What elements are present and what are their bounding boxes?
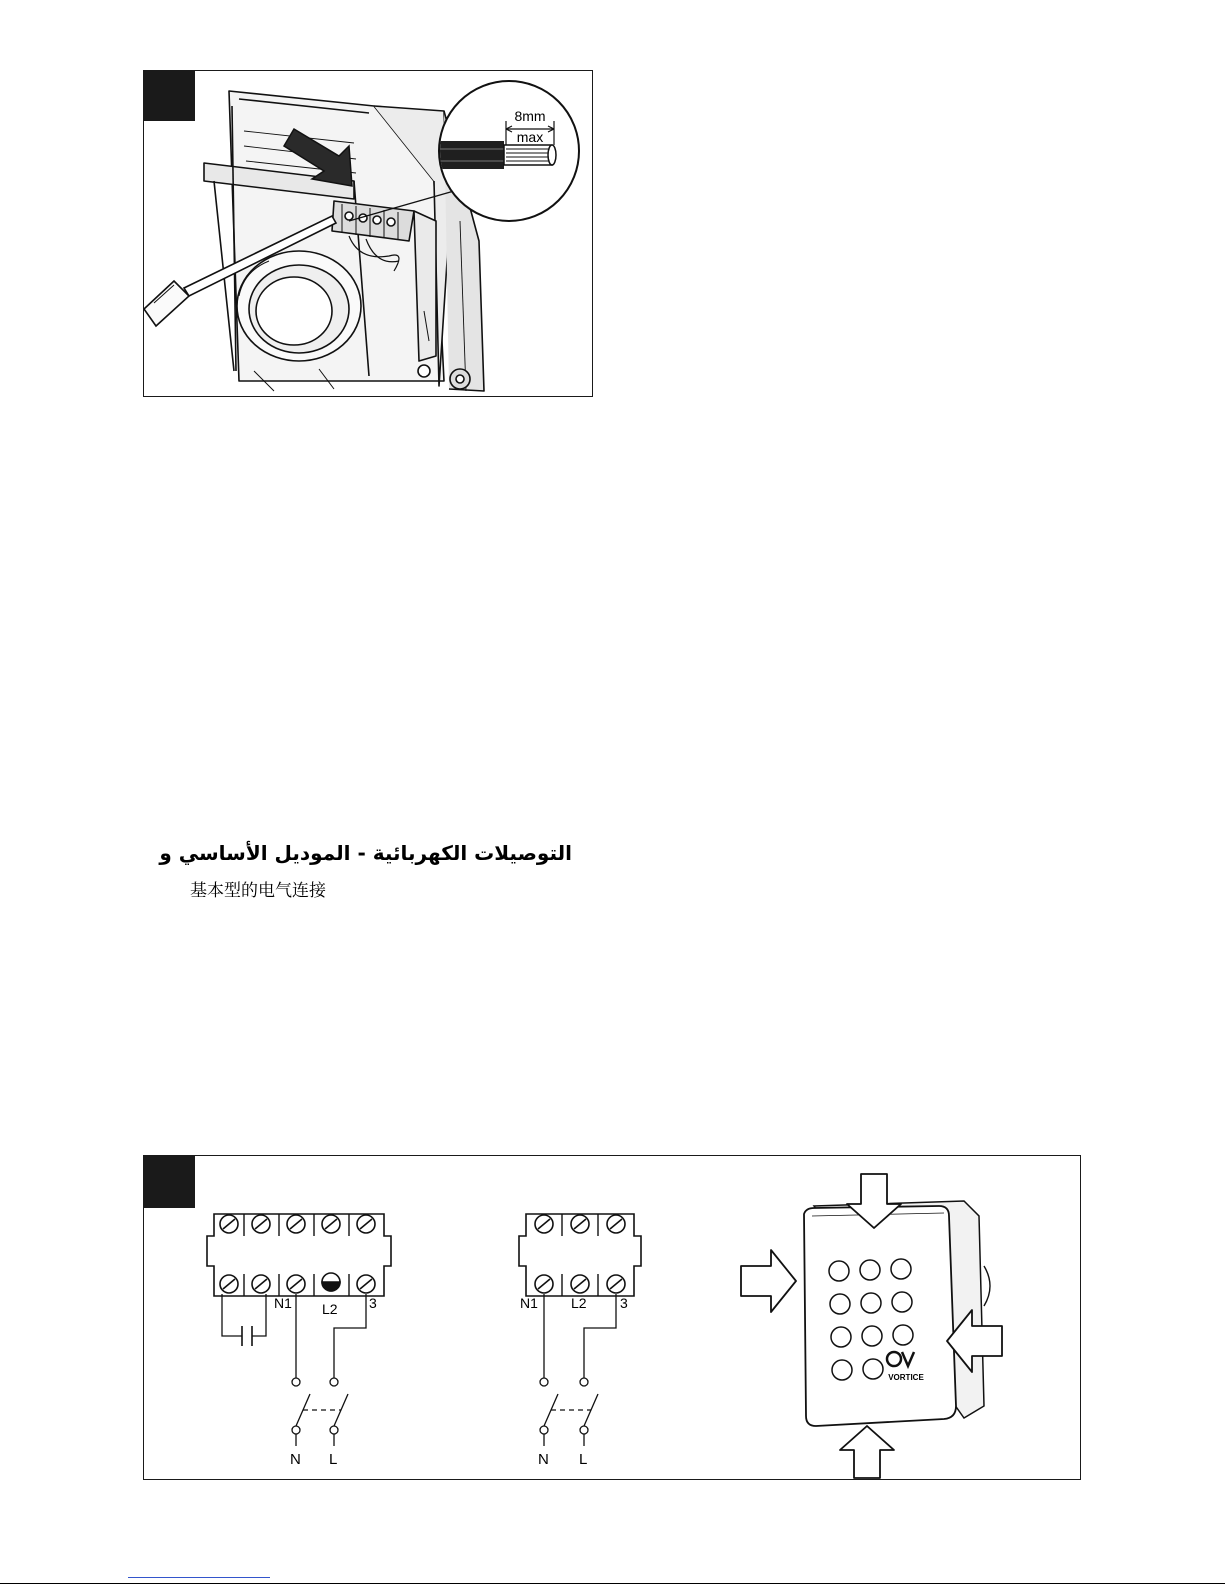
footer-rule [0,1583,1225,1584]
diagram-three-terminal [519,1214,641,1468]
figure-number-tab [144,71,195,121]
supply-label-n: N [290,1451,301,1468]
inset-label-8mm: 8mm [514,108,546,124]
supply-label-l: L [329,1451,338,1468]
brand-text: VORTICE [888,1373,924,1382]
wiring-diagrams [144,1156,1081,1480]
arrow-bottom [840,1426,894,1478]
terminal-label-n1: N1 [274,1295,292,1311]
figure-wiring-terminal [143,70,593,397]
terminal-label-l2: L2 [571,1295,587,1311]
section-heading-arabic: التوصيلات الكهربائية - الموديل الأساسي و [159,841,572,865]
terminal-label-n1: N1 [520,1295,538,1311]
terminal-illustration [144,71,593,397]
diagram-five-terminal [207,1214,391,1468]
terminal-label-3: 3 [620,1295,628,1311]
figure-number-tab [144,1156,195,1208]
terminal-label-l2: L2 [322,1301,338,1317]
supply-label-n: N [538,1451,549,1468]
arrow-left [741,1250,796,1312]
inset-label-max: max [516,129,544,145]
section-heading-chinese: 基本型的电气连接 [190,881,326,901]
figure-wiring-diagrams [143,1155,1081,1480]
fan-unit-airflow [741,1174,1002,1478]
footer-link-underline[interactable] [128,1576,270,1578]
supply-label-l: L [579,1451,588,1468]
terminal-label-3: 3 [369,1295,377,1311]
